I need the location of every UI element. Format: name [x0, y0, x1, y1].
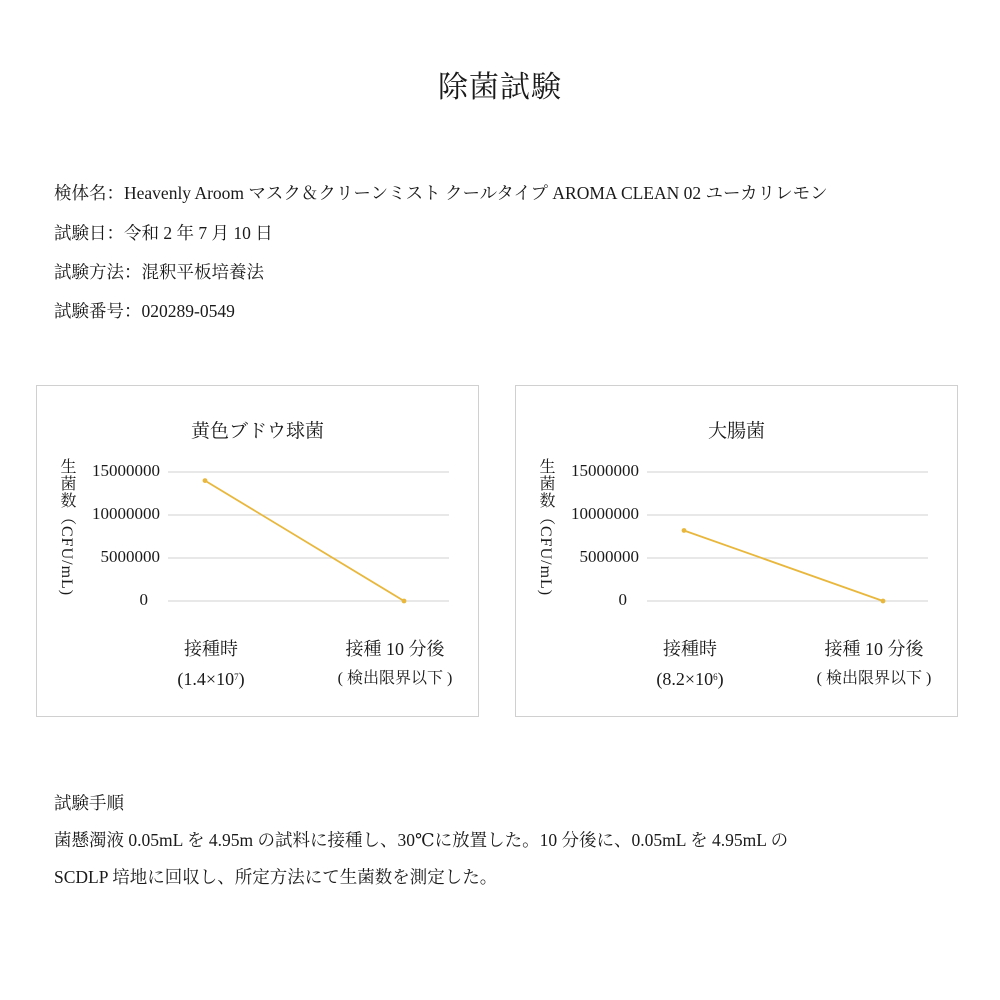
- page-title: 除菌試験: [438, 71, 562, 104]
- x-label-sub: ( 検出限界以下 ): [337, 670, 453, 687]
- x-label-main: 接種時: [663, 639, 717, 659]
- x-label-main: 接種時: [184, 639, 238, 659]
- x-label-sub: ( 検出限界以下 ): [816, 670, 932, 687]
- y-tick-label: 10000000: [571, 504, 639, 523]
- data-point: [203, 478, 208, 483]
- procedure-line: 菌懸濁液 0.05mL を 4.95m の試料に接種し、30℃に放置した。10 分後に、0.05mL を 4.95mL の: [54, 830, 789, 850]
- x-label-sub: [121, 664, 301, 694]
- series-line: [684, 530, 883, 601]
- x-label-main: 接種 10 分後: [824, 639, 924, 659]
- y-tick-label: 0: [139, 590, 148, 609]
- y-axis-label: 生菌数（CFU/mL): [537, 458, 554, 597]
- x-category-label: [121, 634, 301, 694]
- chart-title: 大腸菌: [707, 421, 765, 442]
- x-label-sub: [600, 664, 780, 694]
- x-label-sub-text: (8.2×10: [656, 669, 714, 689]
- chart-ecoli: [515, 385, 958, 717]
- y-tick-label: 15000000: [571, 461, 639, 480]
- x-label-main: 接種 10 分後: [345, 639, 445, 659]
- x-label-exponent: 7: [234, 672, 239, 682]
- data-point: [881, 599, 886, 604]
- test-number: 試験番号：020289-0549: [54, 301, 235, 321]
- chart-title: 黄色ブドウ球菌: [190, 421, 324, 442]
- x-label-exponent: 6: [713, 672, 718, 682]
- y-tick-label: 15000000: [92, 461, 160, 480]
- procedure-line: SCDLP 培地に回収し、所定方法にて生菌数を測定した。: [54, 867, 498, 887]
- test-method: 試験方法：混釈平板培養法: [54, 262, 264, 282]
- procedure-heading: 試験手順: [54, 793, 124, 813]
- y-tick-label: 5000000: [579, 547, 639, 566]
- chart-staphylococcus: [36, 385, 479, 717]
- y-axis-label: 生菌数（CFU/mL): [58, 458, 75, 597]
- test-date: 試験日：令和 2 年 7 月 10 日: [54, 223, 273, 243]
- x-label-sub-text: (1.4×10: [177, 669, 235, 689]
- x-category-label: [784, 634, 964, 694]
- y-tick-label: 0: [618, 590, 627, 609]
- y-tick-label: 10000000: [92, 504, 160, 523]
- x-label-sub-end: ): [238, 669, 245, 689]
- y-tick-label: 5000000: [100, 547, 160, 566]
- data-point: [402, 599, 407, 604]
- sample-name: 検体名：Heavenly Aroom マスク＆クリーンミスト クールタイプ AROMA CLEAN 02 ユーカリレモン: [54, 183, 828, 203]
- x-label-sub-end: ): [717, 669, 724, 689]
- series-line: [205, 481, 404, 601]
- x-category-label: [600, 634, 780, 694]
- x-category-label: [305, 634, 485, 694]
- data-point: [682, 528, 687, 533]
